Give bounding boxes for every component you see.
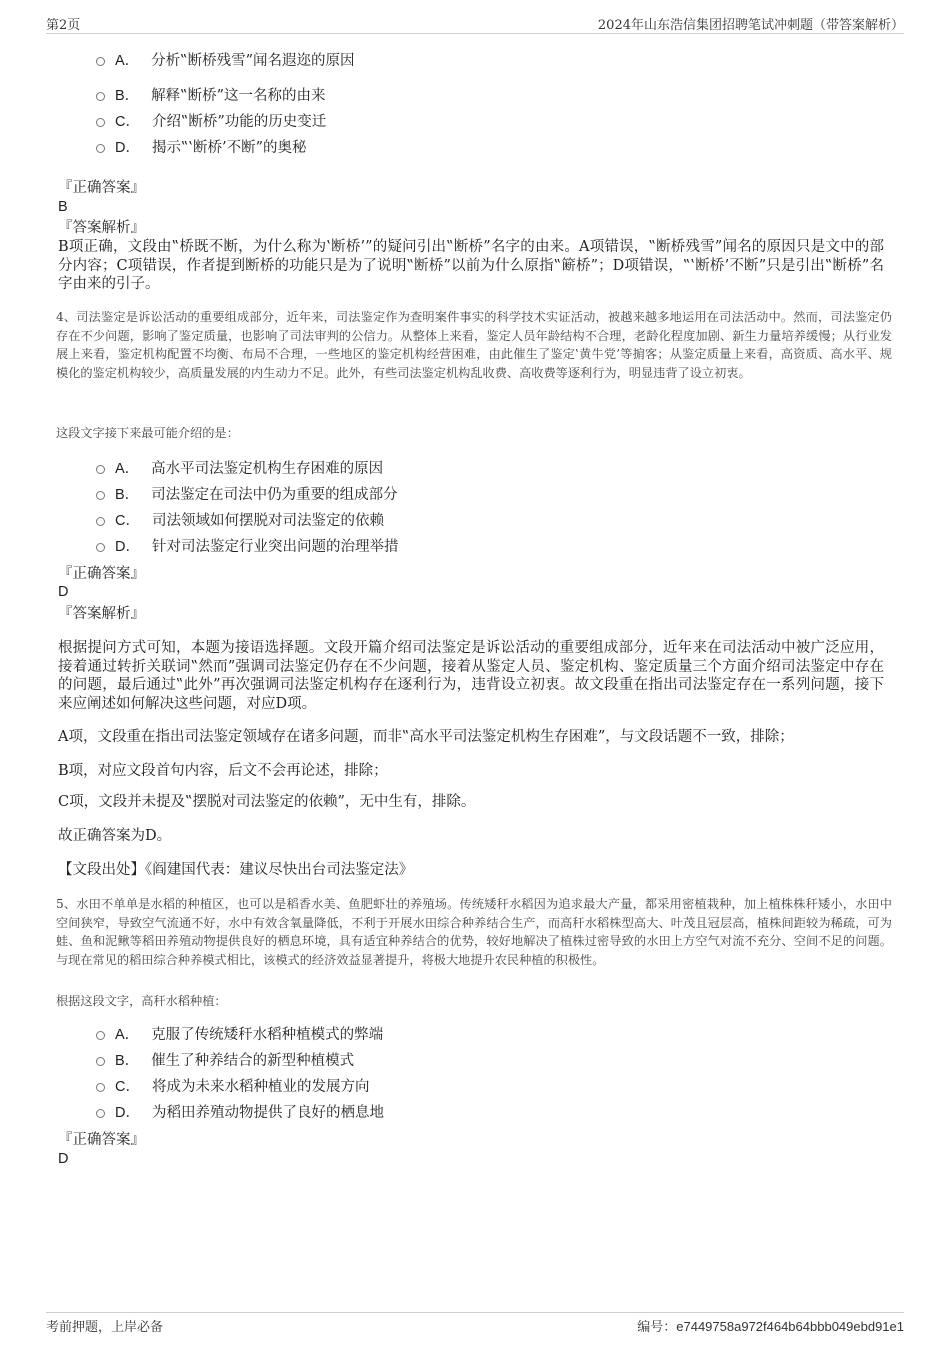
- q4-text: 4、司法鉴定是诉讼活动的重要组成部分，近年来，司法鉴定作为查明案件事实的科学技术实证活动，被越来越多地运用在司法活动中。然而，司法鉴定仍存在不少问题，影响了鉴定质量，也影响了司法审判的公信力。从整体上来看，鉴定人员年龄结构不合理，老龄化程度加剧、新生力量培养缓慢；从行业发展上来看，鉴定机构配置不均衡、布局不合理，一些地区的鉴定机构经营困难，由此催生了鉴定‛黄牛党’等掮客；从鉴定质量上来看，高资质、高水平、规模化的鉴定机构较少，高质量发展的内生动力不足。此外，有些司法鉴定机构乱收费、高收费等逐利行为，明显违背了设立初衷。: [56, 310, 892, 381]
- radio-icon: [96, 144, 105, 153]
- q5-option-d[interactable]: D． 为稻田养殖动物提供了良好的栖息地: [96, 1104, 384, 1122]
- q4-analysis-paragraph: A项，文段重在指出司法鉴定领域存在诸多问题，而非‟高水平司法鉴定机构生存困难”，与文段话题不一致，排除；: [58, 729, 794, 745]
- q4-option-c[interactable]: C． 司法领域如何摆脱对司法鉴定的依赖: [96, 512, 384, 530]
- q3-analysis-label: 『答案解析』: [58, 220, 145, 236]
- page-number: 第2页: [46, 18, 81, 33]
- page-footer: [46, 1312, 904, 1335]
- radio-icon: [96, 543, 105, 552]
- q3-answer: B: [58, 199, 68, 215]
- q3-analysis: B项正确，文段由‟桥既不断，为什么称为‛断桥’”的疑问引出‟断桥”名字的由来。A项错误，‟断桥残雪”闻名的原因只是文中的部分内容；C项错误，作者提到断桥的功能只是为了说明‟断桥”以前为什么原指‟簖桥”；D项错误，‟‛断桥’不断”只是引出‟断桥”名字由来的引子。: [58, 239, 884, 292]
- page-header: [46, 12, 904, 34]
- q4-answer-label: 『正确答案』: [58, 566, 145, 582]
- q3-option-b[interactable]: B． 解释‟断桥”这一名称的由来: [96, 87, 326, 105]
- document-title: 2024年山东浩信集团招聘笔试冲刺题（带答案解析）: [597, 18, 904, 33]
- q4-analysis-paragraph: C项，文段并未提及‟摆脱对司法鉴定的依赖”，无中生有，排除。: [58, 794, 476, 810]
- q4-answer: D: [58, 584, 69, 600]
- radio-icon: [96, 1109, 105, 1118]
- radio-icon: [96, 57, 105, 66]
- q5-answer-label: 『正确答案』: [58, 1132, 145, 1148]
- q4-stem: 这段文字接下来最可能介绍的是：: [56, 426, 239, 440]
- radio-icon: [96, 1083, 105, 1092]
- q5-option-a[interactable]: A． 克服了传统矮秆水稻种植模式的弊端: [96, 1026, 383, 1044]
- q3-option-a[interactable]: A． 分析‟断桥残雪”闻名遐迩的原因: [96, 52, 355, 70]
- radio-icon: [96, 1031, 105, 1040]
- q4-analysis-label: 『答案解析』: [58, 606, 145, 622]
- q4-analysis-paragraph: B项，对应文段首句内容，后文不会再论述，排除；: [58, 763, 388, 779]
- q3-option-c[interactable]: C． 介绍‟断桥”功能的历史变迁: [96, 113, 326, 131]
- radio-icon: [96, 92, 105, 101]
- q5-answer: D: [58, 1151, 69, 1167]
- q4-analysis-paragraph: 故正确答案为D。: [58, 828, 172, 844]
- radio-icon: [96, 1057, 105, 1066]
- q3-answer-label: 『正确答案』: [58, 180, 145, 196]
- q5-stem: 根据这段文字，高秆水稻种植：: [56, 994, 227, 1008]
- radio-icon: [96, 465, 105, 474]
- radio-icon: [96, 118, 105, 127]
- q3-option-d[interactable]: D． 揭示‟‛断桥’不断”的奥秘: [96, 139, 307, 157]
- radio-icon: [96, 517, 105, 526]
- q4-option-d[interactable]: D． 针对司法鉴定行业突出问题的治理举措: [96, 538, 398, 556]
- q5-option-b[interactable]: B． 催生了种养结合的新型种植模式: [96, 1052, 354, 1070]
- q4-option-a[interactable]: A． 高水平司法鉴定机构生存困难的原因: [96, 460, 383, 478]
- footer-id: 编号：e7449758a972f464b64bbb049ebd91e1: [637, 1319, 904, 1334]
- radio-icon: [96, 491, 105, 500]
- footer-slogan: 考前押题，上岸必备: [46, 1320, 164, 1335]
- q5-option-c[interactable]: C． 将成为未来水稻种植业的发展方向: [96, 1078, 369, 1096]
- q4-analysis-paragraph: 根据提问方式可知，本题为接语选择题。文段开篇介绍司法鉴定是诉讼活动的重要组成部分，近年来在司法活动中被广泛应用，接着通过转折关联词‟然而”强调司法鉴定仍存在不少问题，接着从鉴定人员、鉴定机构、鉴定质量三个方面介绍司法鉴定中存在的问题，最后通过‟此外”再次强调司法鉴定机构存在逐利行为，违背设立初衷。故文段重在指出司法鉴定存在一系列问题，接下来应阐述如何解决这些问题，对应D项。: [58, 640, 884, 712]
- q4-source: 【文段出处】《阎建国代表：建议尽快出台司法鉴定法》: [58, 862, 414, 878]
- q5-text: 5、水田不单单是水稻的种植区，也可以是稻香水美、鱼肥虾壮的养殖场。传统矮秆水稻因为追求最大产量，都采用密植栽种，加上植株株秆矮小，水田中空间狭窄，导致空气流通不好，水中有效含氧量降低，不利于开展水田综合种养结合生产，而高秆水稻株型高大、叶茂且冠层高，植株间距较为稀疏，可为蛙、鱼和泥鳅等稻田养殖动物提供良好的栖息环境，具有适宜种养结合的优势，较好地解决了植株过密导致的水田上方空气对流不充分、空间不足的问题。与现在常见的稻田综合种养模式相比，该模式的经济效益显著提升，将极大地提升农民种植的积极性。: [56, 897, 892, 968]
- q4-option-b[interactable]: B． 司法鉴定在司法中仍为重要的组成部分: [96, 486, 398, 504]
